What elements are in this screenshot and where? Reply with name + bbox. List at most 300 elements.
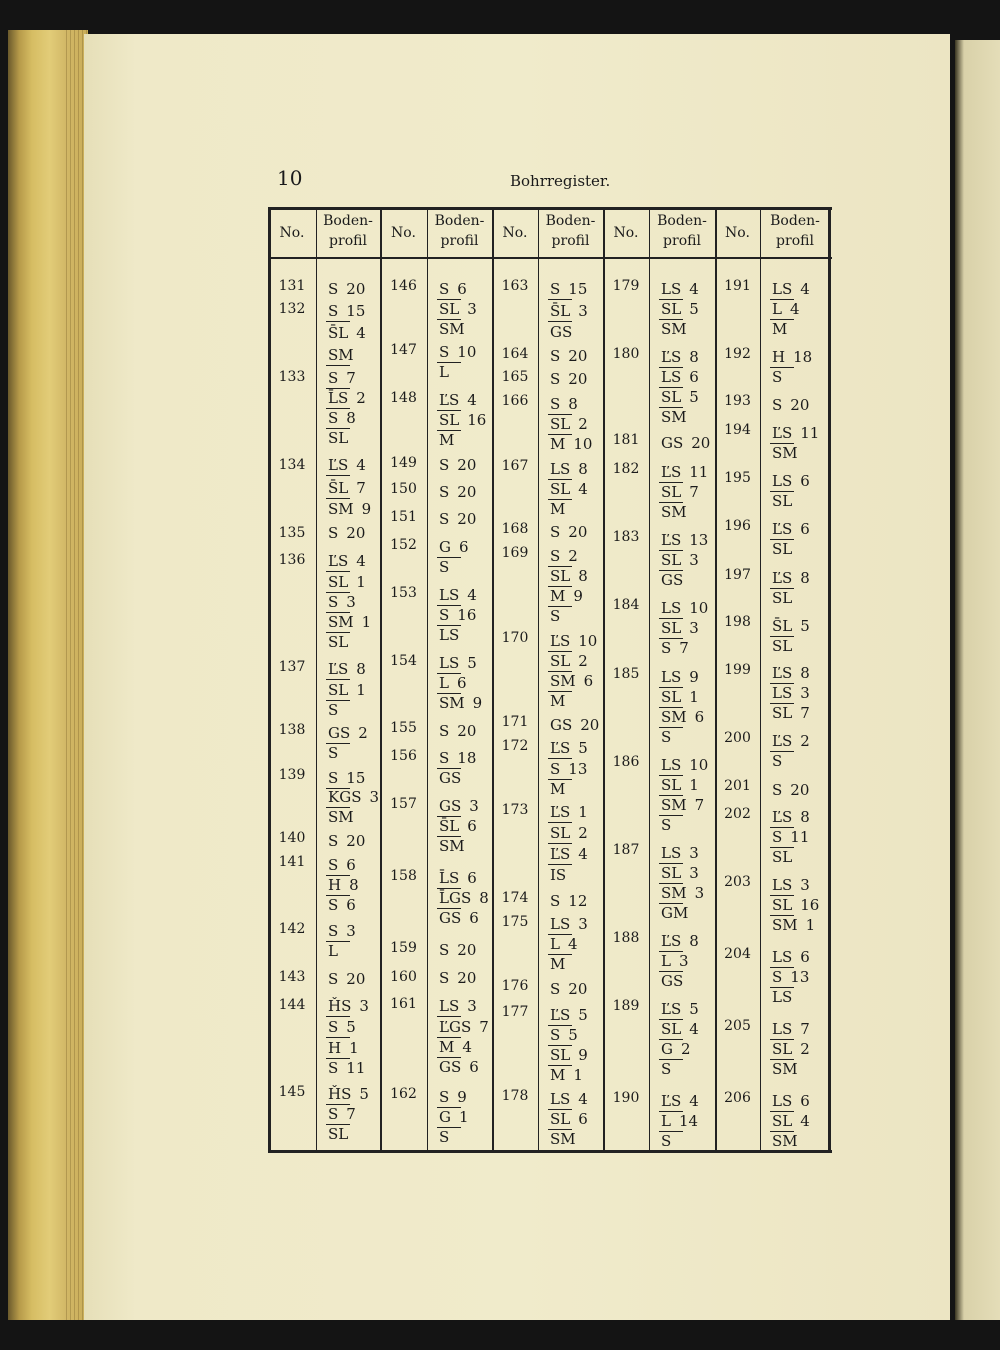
bore-number: 140 [278, 830, 306, 846]
soil-type: S [328, 409, 339, 427]
soil-type: SL [661, 483, 682, 501]
soil-layer [550, 1091, 588, 1107]
layer-thickness: 10 [689, 599, 709, 617]
soil-type: S̄L [550, 302, 571, 320]
layer-thickness: 13 [568, 760, 588, 778]
soil-type: SL [661, 776, 682, 794]
layer-thickness: 3 [800, 876, 810, 894]
soil-layer [328, 702, 338, 718]
layer-thickness: 1 [361, 613, 372, 631]
soil-layer [550, 846, 588, 862]
soil-type: S [550, 280, 561, 298]
bore-number: 181 [612, 432, 640, 448]
soil-layer [439, 723, 476, 739]
soil-layer [772, 897, 819, 913]
layer-thickness: 3 [369, 788, 380, 806]
header-no: No. [725, 225, 750, 241]
soil-type: S [328, 832, 339, 850]
bore-number: 137 [278, 659, 306, 675]
soil-type: S [550, 395, 561, 413]
soil-type: ĽS [661, 932, 682, 950]
layer-thickness: 3 [689, 844, 699, 862]
bore-number: 174 [501, 890, 529, 906]
soil-type: S [328, 302, 339, 320]
soil-layer [439, 457, 476, 473]
soil-type: SM [328, 808, 354, 826]
layer-thickness: 20 [346, 970, 366, 988]
layer-thickness: 4 [578, 845, 588, 863]
header-profil-line: profil [440, 233, 479, 249]
layer-thickness: 7 [346, 1105, 356, 1123]
soil-layer [439, 890, 489, 906]
soil-type: S [328, 744, 339, 762]
soil-layer [328, 501, 371, 517]
soil-type: S [328, 1105, 339, 1123]
soil-layer [772, 369, 782, 385]
running-head: Bohrregister. [510, 172, 611, 190]
soil-type: SM [550, 1130, 576, 1148]
bore-number: 205 [724, 1018, 751, 1034]
soil-type: SL [550, 480, 571, 498]
soil-layer [439, 1059, 479, 1075]
soil-type: S [328, 970, 339, 988]
layer-thickness: 20 [568, 523, 588, 541]
layer-thickness: 9 [689, 668, 699, 686]
soil-layer [439, 511, 476, 527]
soil-layer [328, 1086, 369, 1102]
soil-layer [439, 484, 476, 500]
soil-layer [550, 524, 587, 540]
soil-layer [772, 1021, 810, 1037]
soil-layer [328, 410, 356, 426]
soil-layer [439, 1089, 467, 1105]
soil-layer [439, 432, 454, 448]
layer-thickness: 1 [578, 803, 588, 821]
bore-number: 131 [278, 278, 306, 294]
layer-thickness: 2 [568, 547, 578, 565]
soil-layer [550, 548, 578, 564]
soil-layer [550, 371, 587, 387]
layer-thickness: 5 [689, 388, 699, 406]
soil-type: SL [661, 1020, 682, 1038]
soil-type: SL [772, 1040, 793, 1058]
soil-layer [439, 750, 476, 766]
bore-number: 139 [278, 767, 306, 783]
soil-layer [550, 825, 588, 841]
soil-type: M [550, 500, 566, 518]
soil-layer [550, 348, 587, 364]
layer-boundary-rule [326, 321, 350, 322]
soil-layer [439, 838, 465, 854]
soil-type: S [328, 593, 339, 611]
layer-thickness: 20 [457, 941, 477, 959]
bore-number: 151 [390, 509, 417, 525]
layer-thickness: 4 [567, 935, 578, 953]
soil-type: LS [772, 1092, 793, 1110]
soil-type: SM [661, 708, 687, 726]
soil-layer [439, 695, 482, 711]
soil-type: ĽS [439, 391, 460, 409]
soil-layer [328, 1060, 365, 1076]
layer-thickness: 3 [359, 997, 369, 1015]
soil-type: M [550, 780, 566, 798]
bore-number: 206 [724, 1090, 751, 1106]
header-boden-line: Boden- [434, 213, 485, 229]
bore-number: 138 [278, 722, 306, 738]
layer-thickness: 4 [789, 300, 800, 318]
soil-layer [772, 473, 810, 489]
soil-layer [439, 364, 449, 380]
layer-thickness: 10 [457, 343, 477, 361]
layer-thickness: 10 [689, 756, 709, 774]
layer-thickness: 20 [457, 510, 477, 528]
layer-thickness: 4 [800, 280, 810, 298]
column-rule [316, 207, 317, 1153]
soil-type: SL [439, 300, 460, 318]
soil-layer [661, 689, 699, 705]
soil-type: LS [661, 280, 682, 298]
bore-number: 178 [501, 1088, 529, 1104]
soil-layer [772, 521, 810, 537]
soil-layer [772, 705, 810, 721]
soil-layer [550, 717, 599, 733]
soil-layer [772, 1093, 810, 1109]
layer-thickness: 2 [578, 415, 588, 433]
layer-thickness: 15 [346, 302, 366, 320]
soil-type: LS [661, 368, 682, 386]
soil-type: S [328, 896, 339, 914]
soil-layer [772, 665, 810, 681]
layer-thickness: 12 [568, 892, 588, 910]
bore-number: 157 [390, 796, 417, 812]
soil-type: S [772, 368, 783, 386]
layer-thickness: 8 [800, 808, 810, 826]
layer-thickness: 6 [469, 1058, 479, 1076]
bore-number: 175 [501, 914, 529, 930]
layer-thickness: 15 [346, 769, 366, 787]
soil-type: GS [550, 323, 573, 341]
soil-layer [661, 973, 683, 989]
bore-number: 135 [278, 525, 306, 541]
layer-thickness: 1 [356, 681, 366, 699]
layer-thickness: 1 [805, 916, 816, 934]
layer-thickness: 6 [689, 368, 699, 386]
soil-type: SL [772, 589, 793, 607]
soil-layer [661, 464, 708, 480]
bore-number: 188 [612, 930, 640, 946]
soil-type: SL [328, 429, 349, 447]
soil-type: ĽS [661, 531, 682, 549]
soil-layer [328, 682, 366, 698]
soil-type: SL [772, 540, 793, 558]
soil-layer [772, 281, 810, 297]
layer-thickness: 13 [689, 531, 709, 549]
soil-type: S [328, 856, 339, 874]
soil-type: S̄L [772, 617, 793, 635]
layer-thickness: 8 [346, 409, 356, 427]
bore-number: 189 [612, 998, 640, 1014]
bore-number: 171 [501, 714, 529, 730]
layer-thickness: 4 [462, 1038, 472, 1056]
soil-type: S [772, 781, 783, 799]
soil-type: SM [772, 444, 798, 462]
soil-type: KGS [328, 788, 362, 806]
soil-type: G [439, 1108, 451, 1126]
soil-layer [439, 559, 449, 575]
layer-thickness: 5 [467, 654, 477, 672]
soil-type: S [439, 969, 450, 987]
soil-type: GS [661, 972, 684, 990]
soil-layer [328, 1019, 356, 1035]
soil-layer [328, 897, 356, 913]
soil-layer [661, 1021, 699, 1037]
layer-thickness: 6 [346, 896, 356, 914]
soil-layer [661, 409, 687, 425]
soil-type: S [328, 524, 339, 542]
column-rule [268, 207, 271, 1153]
bore-number: 165 [501, 369, 529, 385]
layer-thickness: 20 [457, 722, 477, 740]
layer-thickness: 6 [457, 280, 467, 298]
header-boden-profil [770, 211, 820, 251]
soil-layer [550, 588, 583, 604]
layer-thickness: 1 [349, 1039, 359, 1057]
layer-thickness: 1 [689, 776, 699, 794]
column-rule [538, 207, 539, 1153]
layer-thickness: 20 [457, 456, 477, 474]
soil-layer [661, 1001, 699, 1017]
layer-thickness: 3 [689, 551, 699, 569]
soil-layer [439, 301, 477, 317]
soil-layer [661, 1041, 691, 1057]
layer-thickness: 6 [458, 538, 469, 556]
soil-type: SL [550, 824, 571, 842]
soil-layer [328, 943, 338, 959]
soil-layer [439, 607, 476, 623]
soil-layer [550, 1111, 588, 1127]
soil-type: SL [661, 388, 682, 406]
soil-type: S [439, 510, 450, 528]
soil-layer [550, 956, 565, 972]
soil-type: SL [661, 864, 682, 882]
bore-number: 153 [390, 585, 417, 601]
soil-layer [439, 998, 477, 1014]
soil-layer [439, 1019, 489, 1035]
soil-layer [328, 661, 366, 677]
layer-thickness: 8 [578, 567, 588, 585]
soil-type: SM [328, 500, 354, 518]
soil-layer [328, 634, 348, 650]
soil-layer [661, 552, 699, 568]
soil-layer [661, 933, 699, 949]
soil-type: SM [661, 408, 687, 426]
soil-type: S [550, 892, 561, 910]
soil-type: GS [439, 909, 462, 927]
soil-layer [439, 910, 479, 926]
soil-layer [661, 777, 699, 793]
soil-type: SM [328, 613, 354, 631]
soil-type: ĽS [550, 845, 571, 863]
next-page-edge [955, 40, 1000, 1320]
soil-layer [328, 457, 366, 473]
soil-layer [439, 321, 465, 337]
soil-type: SM [772, 1132, 798, 1150]
soil-layer [661, 389, 699, 405]
soil-type: S [328, 922, 339, 940]
soil-layer [661, 640, 689, 656]
soil-type: ĽS [328, 660, 349, 678]
soil-type: SL [328, 1125, 349, 1143]
soil-layer [661, 484, 699, 500]
soil-layer [661, 620, 699, 636]
soil-layer [328, 998, 369, 1014]
layer-thickness: 20 [346, 524, 366, 542]
soil-layer [550, 1047, 588, 1063]
soil-layer [328, 857, 356, 873]
layer-thickness: 3 [689, 864, 699, 882]
soil-layer [772, 989, 792, 1005]
soil-layer [772, 829, 809, 845]
soil-type: SL [550, 652, 571, 670]
layer-thickness: 4 [356, 552, 366, 570]
layer-thickness: 7 [694, 796, 705, 814]
layer-thickness: 6 [583, 672, 594, 690]
column-rule [492, 207, 494, 1153]
soil-layer [328, 770, 365, 786]
soil-layer [661, 865, 699, 881]
soil-layer [661, 797, 704, 813]
header-no: No. [391, 225, 416, 241]
soil-type: SL [550, 1046, 571, 1064]
layer-thickness: 4 [800, 1112, 810, 1130]
bore-number: 163 [501, 278, 529, 294]
soil-layer [772, 1061, 798, 1077]
soil-layer [439, 412, 486, 428]
soil-type: S̄L [439, 817, 460, 835]
soil-layer [328, 347, 354, 363]
soil-layer [328, 281, 365, 297]
soil-type: ĽS [661, 463, 682, 481]
layer-thickness: 1 [573, 1066, 583, 1084]
soil-type: SM [328, 346, 354, 364]
soil-type: S [550, 547, 561, 565]
soil-layer [328, 303, 365, 319]
soil-type: M [439, 1038, 455, 1056]
soil-layer [661, 504, 687, 520]
soil-layer [439, 344, 476, 360]
soil-type: LS [550, 1090, 571, 1108]
bore-number: 158 [390, 868, 417, 884]
layer-thickness: 4 [356, 324, 366, 342]
bore-number: 197 [724, 567, 751, 583]
soil-layer [550, 608, 560, 624]
header-boden-line: Boden- [770, 213, 820, 229]
layer-thickness: 20 [790, 396, 810, 414]
soil-layer [328, 877, 359, 893]
bore-number: 144 [278, 997, 306, 1013]
soil-type: H [772, 348, 786, 366]
layer-thickness: 2 [800, 1040, 810, 1058]
soil-layer [661, 1093, 699, 1109]
soil-layer [550, 436, 592, 452]
soil-layer [550, 1131, 576, 1147]
layer-thickness: 6 [346, 856, 356, 874]
layer-thickness: 9 [578, 1046, 588, 1064]
soil-layer [772, 493, 792, 509]
soil-type: S [328, 701, 339, 719]
soil-type: ĽS [772, 732, 793, 750]
soil-type: L [328, 942, 338, 960]
column-rule [603, 207, 605, 1153]
soil-layer [772, 301, 800, 317]
soil-type: M [550, 1066, 566, 1084]
soil-type: LS [772, 280, 793, 298]
soil-type: M [772, 320, 788, 338]
soil-type: ĽS [328, 456, 349, 474]
layer-thickness: 4 [689, 1092, 699, 1110]
soil-layer [550, 916, 588, 932]
soil-layer [772, 541, 792, 557]
soil-type: S [328, 769, 339, 787]
bore-number: 134 [278, 457, 306, 473]
layer-thickness: 18 [793, 348, 813, 366]
layer-thickness: 3 [346, 593, 356, 611]
bore-number: 149 [390, 455, 417, 471]
layer-thickness: 6 [694, 708, 705, 726]
bore-number: 166 [501, 393, 529, 409]
soil-layer [772, 1113, 810, 1129]
column-rule [760, 207, 761, 1153]
soil-type: L [772, 300, 782, 318]
soil-layer [439, 655, 477, 671]
layer-thickness: 16 [800, 896, 820, 914]
bore-number: 155 [390, 720, 417, 736]
bore-number: 170 [501, 630, 529, 646]
bore-number: 195 [724, 470, 751, 486]
soil-layer [661, 885, 704, 901]
bore-number: 177 [501, 1004, 529, 1020]
soil-type: S [328, 280, 339, 298]
soil-layer [328, 553, 366, 569]
header-profil-line: profil [776, 233, 814, 249]
soil-layer [328, 789, 379, 805]
bore-number: 169 [501, 545, 529, 561]
soil-layer [550, 1007, 588, 1023]
soil-type: ĽS [772, 520, 793, 538]
soil-type: S [439, 749, 450, 767]
soil-layer [550, 653, 588, 669]
soil-layer [328, 390, 366, 406]
soil-type: S [328, 1059, 339, 1077]
layer-thickness: 6 [469, 909, 479, 927]
soil-type: S [550, 760, 561, 778]
bore-number: 167 [501, 458, 529, 474]
soil-type: S [439, 456, 450, 474]
header-profil-line: profil [663, 233, 701, 249]
soil-type: S [439, 722, 450, 740]
soil-type: S [439, 941, 450, 959]
page-number: 10 [277, 166, 303, 190]
soil-layer [661, 301, 699, 317]
layer-thickness: 8 [479, 889, 489, 907]
soil-layer [328, 325, 366, 341]
header-no: No. [502, 225, 528, 241]
soil-layer [550, 781, 565, 797]
layer-thickness: 14 [678, 1112, 699, 1130]
layer-thickness: 3 [346, 922, 356, 940]
layer-thickness: 4 [689, 1020, 699, 1038]
layer-thickness: 1 [458, 1108, 469, 1126]
